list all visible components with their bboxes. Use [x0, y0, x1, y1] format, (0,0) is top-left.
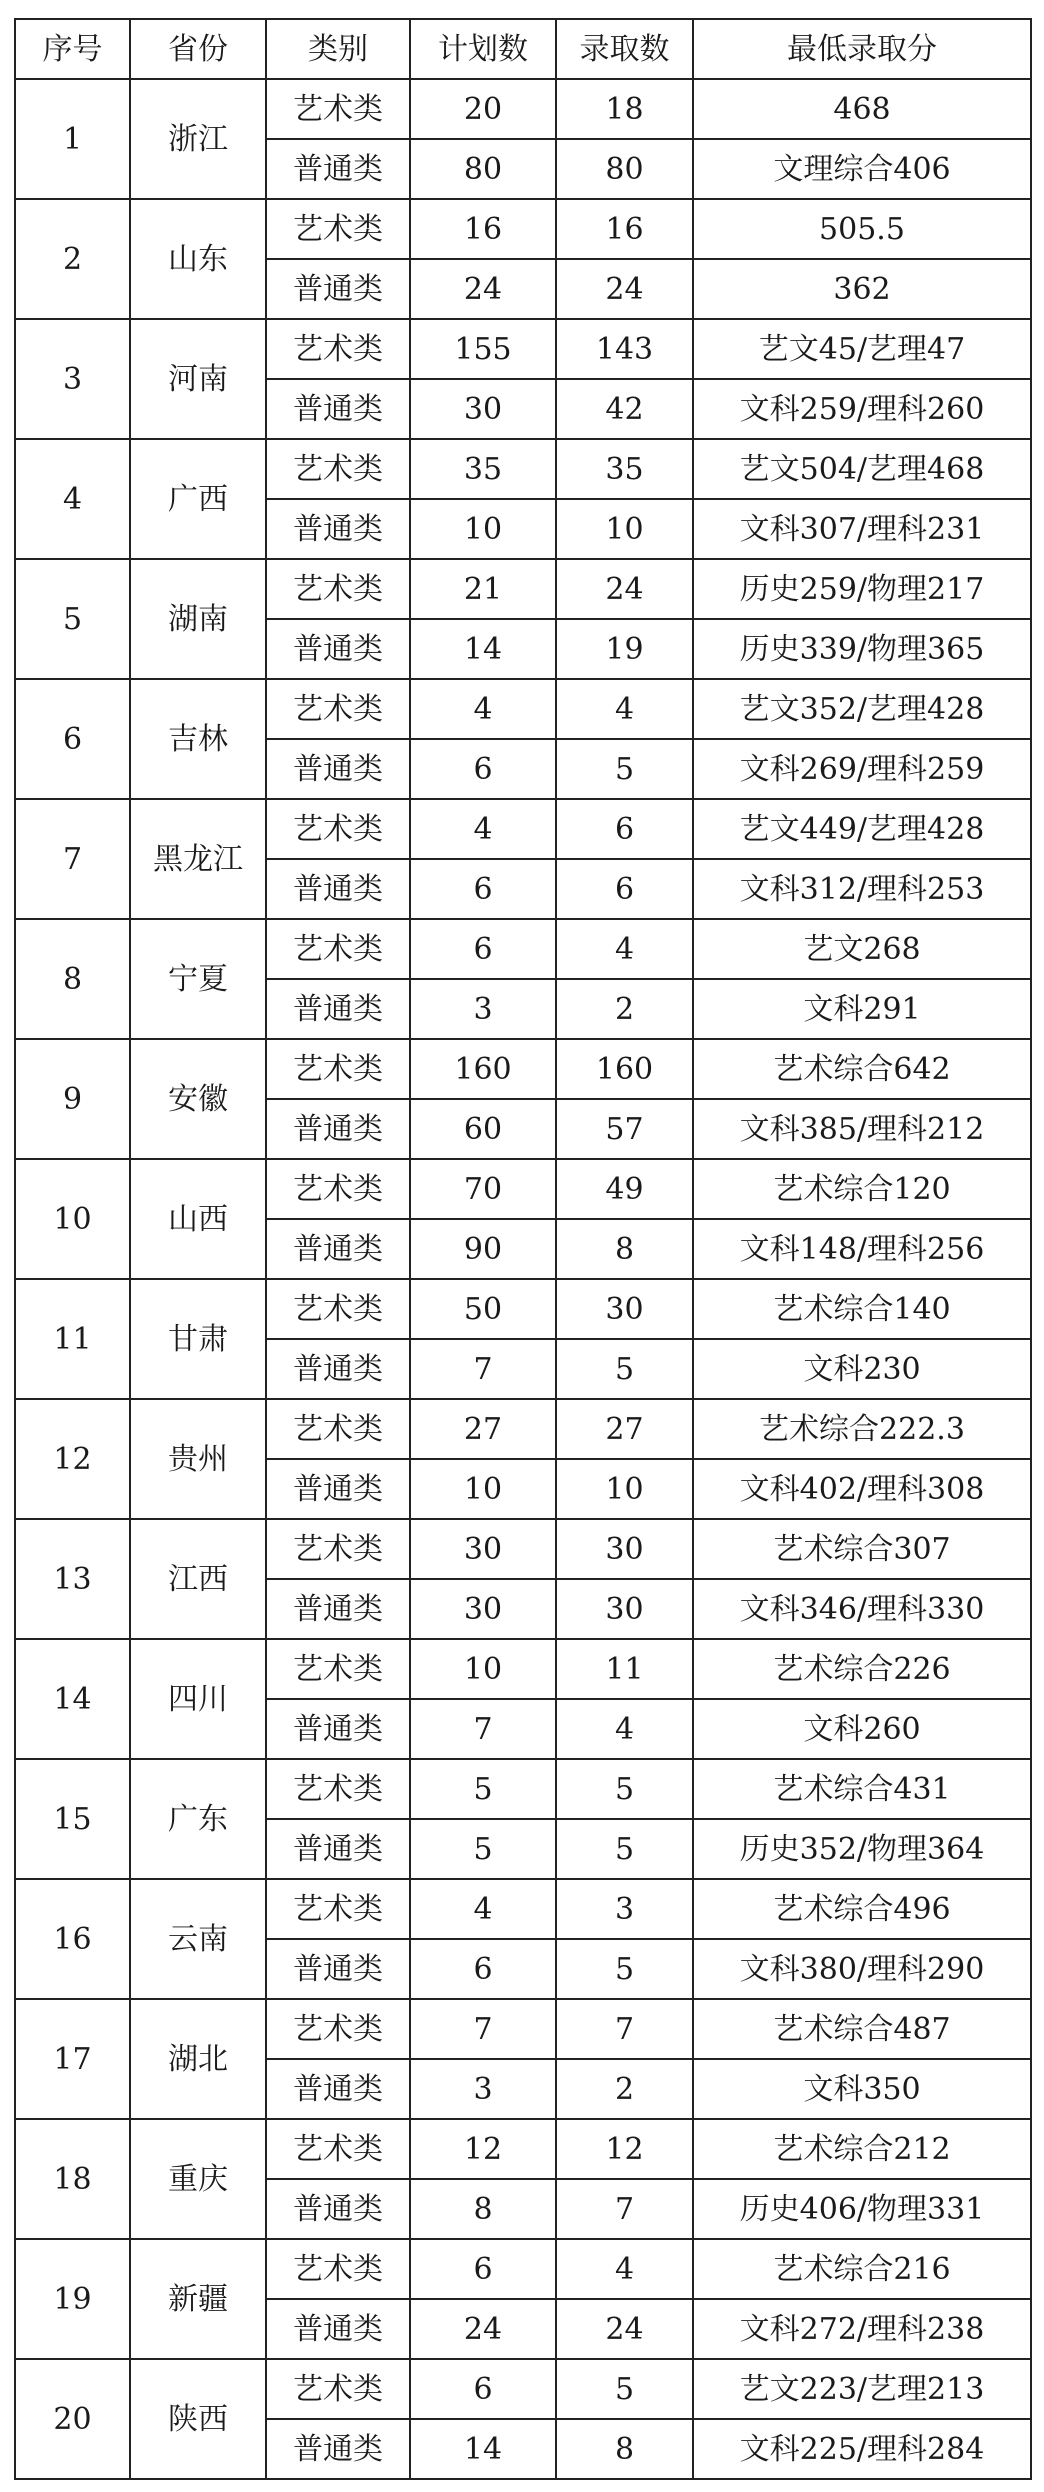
min-score-cell: 艺术综合642 — [693, 1039, 1031, 1099]
plan-count-cell: 70 — [410, 1159, 556, 1219]
province-name: 广东 — [130, 1759, 266, 1879]
category-cell: 艺术类 — [266, 439, 410, 499]
plan-count-cell: 12 — [410, 2119, 556, 2179]
admitted-count-cell: 30 — [556, 1519, 693, 1579]
category-cell: 普通类 — [266, 139, 410, 199]
plan-count-cell: 35 — [410, 439, 556, 499]
row-index: 17 — [15, 1999, 130, 2119]
row-index: 1 — [15, 79, 130, 199]
admitted-count-cell: 11 — [556, 1639, 693, 1699]
plan-count-cell: 4 — [410, 1879, 556, 1939]
province-name: 贵州 — [130, 1399, 266, 1519]
category-cell: 普通类 — [266, 499, 410, 559]
min-score-cell: 文科269/理科259 — [693, 739, 1031, 799]
category-cell: 普通类 — [266, 2179, 410, 2239]
category-cell: 艺术类 — [266, 199, 410, 259]
row-index: 9 — [15, 1039, 130, 1159]
min-score-cell: 艺术综合120 — [693, 1159, 1031, 1219]
admitted-count-cell: 6 — [556, 799, 693, 859]
plan-count-cell: 24 — [410, 2299, 556, 2359]
min-score-cell: 文科291 — [693, 979, 1031, 1039]
min-score-cell: 艺文504/艺理468 — [693, 439, 1031, 499]
plan-count-cell: 6 — [410, 739, 556, 799]
plan-count-cell: 6 — [410, 2239, 556, 2299]
table-row — [15, 679, 1031, 739]
admission-table — [14, 18, 1032, 2480]
min-score-cell: 艺术综合307 — [693, 1519, 1031, 1579]
category-cell: 艺术类 — [266, 1399, 410, 1459]
province-name: 江西 — [130, 1519, 266, 1639]
admitted-count-cell: 57 — [556, 1099, 693, 1159]
min-score-cell: 艺术综合140 — [693, 1279, 1031, 1339]
plan-count-cell: 20 — [410, 79, 556, 139]
province-name: 黑龙江 — [130, 799, 266, 919]
header-min-score: 最低录取分 — [693, 19, 1031, 79]
plan-count-cell: 10 — [410, 1639, 556, 1699]
table-row — [15, 1519, 1031, 1579]
admitted-count-cell: 5 — [556, 2359, 693, 2419]
min-score-cell: 文科260 — [693, 1699, 1031, 1759]
min-score-cell: 362 — [693, 259, 1031, 319]
table-row — [15, 559, 1031, 619]
row-index: 2 — [15, 199, 130, 319]
plan-count-cell: 21 — [410, 559, 556, 619]
header-admitted-count: 录取数 — [556, 19, 693, 79]
admitted-count-cell: 80 — [556, 139, 693, 199]
province-name: 新疆 — [130, 2239, 266, 2359]
province-name: 陕西 — [130, 2359, 266, 2479]
category-cell: 艺术类 — [266, 2239, 410, 2299]
category-cell: 普通类 — [266, 1339, 410, 1399]
row-index: 5 — [15, 559, 130, 679]
min-score-cell: 文科385/理科212 — [693, 1099, 1031, 1159]
min-score-cell: 艺文45/艺理47 — [693, 319, 1031, 379]
row-index: 11 — [15, 1279, 130, 1399]
admitted-count-cell: 2 — [556, 979, 693, 1039]
min-score-cell: 艺文268 — [693, 919, 1031, 979]
table-row — [15, 1759, 1031, 1819]
admitted-count-cell: 10 — [556, 499, 693, 559]
plan-count-cell: 14 — [410, 619, 556, 679]
category-cell: 艺术类 — [266, 2359, 410, 2419]
plan-count-cell: 6 — [410, 1939, 556, 1999]
plan-count-cell: 4 — [410, 679, 556, 739]
category-cell: 艺术类 — [266, 319, 410, 379]
category-cell: 普通类 — [266, 1819, 410, 1879]
admitted-count-cell: 6 — [556, 859, 693, 919]
plan-count-cell: 90 — [410, 1219, 556, 1279]
plan-count-cell: 14 — [410, 2419, 556, 2479]
province-name: 吉林 — [130, 679, 266, 799]
admitted-count-cell: 8 — [556, 2419, 693, 2479]
province-name: 浙江 — [130, 79, 266, 199]
province-name: 山西 — [130, 1159, 266, 1279]
min-score-cell: 文科259/理科260 — [693, 379, 1031, 439]
category-cell: 艺术类 — [266, 1159, 410, 1219]
admitted-count-cell: 19 — [556, 619, 693, 679]
row-index: 18 — [15, 2119, 130, 2239]
plan-count-cell: 10 — [410, 1459, 556, 1519]
category-cell: 普通类 — [266, 619, 410, 679]
min-score-cell: 历史406/物理331 — [693, 2179, 1031, 2239]
table-row — [15, 439, 1031, 499]
min-score-cell: 艺术综合431 — [693, 1759, 1031, 1819]
plan-count-cell: 6 — [410, 859, 556, 919]
plan-count-cell: 160 — [410, 1039, 556, 1099]
min-score-cell: 文科148/理科256 — [693, 1219, 1031, 1279]
category-cell: 普通类 — [266, 2059, 410, 2119]
table-row — [15, 919, 1031, 979]
admitted-count-cell: 18 — [556, 79, 693, 139]
row-index: 8 — [15, 919, 130, 1039]
category-cell: 普通类 — [266, 859, 410, 919]
admitted-count-cell: 7 — [556, 2179, 693, 2239]
plan-count-cell: 6 — [410, 2359, 556, 2419]
admitted-count-cell: 35 — [556, 439, 693, 499]
province-name: 四川 — [130, 1639, 266, 1759]
admitted-count-cell: 30 — [556, 1279, 693, 1339]
min-score-cell: 文科402/理科308 — [693, 1459, 1031, 1519]
admission-table-container — [14, 18, 1030, 2480]
min-score-cell: 468 — [693, 79, 1031, 139]
row-index: 19 — [15, 2239, 130, 2359]
category-cell: 普通类 — [266, 259, 410, 319]
plan-count-cell: 30 — [410, 1579, 556, 1639]
province-name: 安徽 — [130, 1039, 266, 1159]
plan-count-cell: 7 — [410, 1339, 556, 1399]
min-score-cell: 艺术综合487 — [693, 1999, 1031, 2059]
admitted-count-cell: 3 — [556, 1879, 693, 1939]
plan-count-cell: 24 — [410, 259, 556, 319]
admitted-count-cell: 5 — [556, 1939, 693, 1999]
category-cell: 艺术类 — [266, 2119, 410, 2179]
category-cell: 艺术类 — [266, 1279, 410, 1339]
plan-count-cell: 3 — [410, 979, 556, 1039]
min-score-cell: 历史339/物理365 — [693, 619, 1031, 679]
table-row — [15, 1999, 1031, 2059]
category-cell: 艺术类 — [266, 1879, 410, 1939]
plan-count-cell: 16 — [410, 199, 556, 259]
admitted-count-cell: 42 — [556, 379, 693, 439]
plan-count-cell: 7 — [410, 1999, 556, 2059]
row-index: 16 — [15, 1879, 130, 1999]
province-name: 湖南 — [130, 559, 266, 679]
min-score-cell: 艺文223/艺理213 — [693, 2359, 1031, 2419]
table-row — [15, 319, 1031, 379]
plan-count-cell: 10 — [410, 499, 556, 559]
header-plan-count: 计划数 — [410, 19, 556, 79]
min-score-cell: 艺术综合216 — [693, 2239, 1031, 2299]
table-row — [15, 79, 1031, 139]
table-row — [15, 1279, 1031, 1339]
plan-count-cell: 27 — [410, 1399, 556, 1459]
plan-count-cell: 6 — [410, 919, 556, 979]
category-cell: 艺术类 — [266, 799, 410, 859]
plan-count-cell: 155 — [410, 319, 556, 379]
plan-count-cell: 3 — [410, 2059, 556, 2119]
admitted-count-cell: 16 — [556, 199, 693, 259]
table-row — [15, 2239, 1031, 2299]
min-score-cell: 文科350 — [693, 2059, 1031, 2119]
category-cell: 普通类 — [266, 2419, 410, 2479]
admitted-count-cell: 30 — [556, 1579, 693, 1639]
admitted-count-cell: 7 — [556, 1999, 693, 2059]
plan-count-cell: 60 — [410, 1099, 556, 1159]
row-index: 20 — [15, 2359, 130, 2479]
category-cell: 艺术类 — [266, 559, 410, 619]
table-header-row — [15, 19, 1031, 79]
category-cell: 艺术类 — [266, 1999, 410, 2059]
table-row — [15, 1159, 1031, 1219]
plan-count-cell: 7 — [410, 1699, 556, 1759]
table-row — [15, 1399, 1031, 1459]
plan-count-cell: 4 — [410, 799, 556, 859]
table-row — [15, 199, 1031, 259]
admitted-count-cell: 24 — [556, 559, 693, 619]
admitted-count-cell: 4 — [556, 679, 693, 739]
admitted-count-cell: 27 — [556, 1399, 693, 1459]
category-cell: 普通类 — [266, 1459, 410, 1519]
table-row — [15, 1879, 1031, 1939]
min-score-cell: 历史259/物理217 — [693, 559, 1031, 619]
plan-count-cell: 30 — [410, 379, 556, 439]
province-name: 宁夏 — [130, 919, 266, 1039]
admitted-count-cell: 5 — [556, 1819, 693, 1879]
row-index: 6 — [15, 679, 130, 799]
admitted-count-cell: 4 — [556, 2239, 693, 2299]
plan-count-cell: 80 — [410, 139, 556, 199]
category-cell: 艺术类 — [266, 679, 410, 739]
category-cell: 普通类 — [266, 1939, 410, 1999]
province-name: 河南 — [130, 319, 266, 439]
min-score-cell: 文科225/理科284 — [693, 2419, 1031, 2479]
plan-count-cell: 5 — [410, 1819, 556, 1879]
admitted-count-cell: 143 — [556, 319, 693, 379]
province-name: 湖北 — [130, 1999, 266, 2119]
category-cell: 普通类 — [266, 739, 410, 799]
category-cell: 艺术类 — [266, 1759, 410, 1819]
header-province: 省份 — [130, 19, 266, 79]
min-score-cell: 文科312/理科253 — [693, 859, 1031, 919]
min-score-cell: 艺术综合226 — [693, 1639, 1031, 1699]
admitted-count-cell: 49 — [556, 1159, 693, 1219]
min-score-cell: 文理综合406 — [693, 139, 1031, 199]
row-index: 4 — [15, 439, 130, 559]
province-name: 甘肃 — [130, 1279, 266, 1399]
admitted-count-cell: 5 — [556, 1339, 693, 1399]
min-score-cell: 历史352/物理364 — [693, 1819, 1031, 1879]
admitted-count-cell: 10 — [556, 1459, 693, 1519]
admitted-count-cell: 24 — [556, 2299, 693, 2359]
category-cell: 艺术类 — [266, 1039, 410, 1099]
min-score-cell: 505.5 — [693, 199, 1031, 259]
category-cell: 普通类 — [266, 2299, 410, 2359]
category-cell: 普通类 — [266, 1579, 410, 1639]
plan-count-cell: 8 — [410, 2179, 556, 2239]
admitted-count-cell: 2 — [556, 2059, 693, 2119]
category-cell: 普通类 — [266, 379, 410, 439]
admitted-count-cell: 5 — [556, 1759, 693, 1819]
row-index: 7 — [15, 799, 130, 919]
min-score-cell: 文科346/理科330 — [693, 1579, 1031, 1639]
header-index: 序号 — [15, 19, 130, 79]
min-score-cell: 艺文449/艺理428 — [693, 799, 1031, 859]
plan-count-cell: 50 — [410, 1279, 556, 1339]
plan-count-cell: 30 — [410, 1519, 556, 1579]
row-index: 12 — [15, 1399, 130, 1519]
row-index: 10 — [15, 1159, 130, 1279]
category-cell: 普通类 — [266, 1219, 410, 1279]
province-name: 山东 — [130, 199, 266, 319]
category-cell: 普通类 — [266, 979, 410, 1039]
category-cell: 艺术类 — [266, 79, 410, 139]
min-score-cell: 艺术综合496 — [693, 1879, 1031, 1939]
category-cell: 艺术类 — [266, 1519, 410, 1579]
min-score-cell: 文科230 — [693, 1339, 1031, 1399]
min-score-cell: 文科272/理科238 — [693, 2299, 1031, 2359]
table-row — [15, 2359, 1031, 2419]
admitted-count-cell: 5 — [556, 739, 693, 799]
province-name: 重庆 — [130, 2119, 266, 2239]
admitted-count-cell: 12 — [556, 2119, 693, 2179]
province-name: 云南 — [130, 1879, 266, 1999]
province-name: 广西 — [130, 439, 266, 559]
admitted-count-cell: 8 — [556, 1219, 693, 1279]
admitted-count-cell: 160 — [556, 1039, 693, 1099]
row-index: 15 — [15, 1759, 130, 1879]
admitted-count-cell: 24 — [556, 259, 693, 319]
min-score-cell: 文科307/理科231 — [693, 499, 1031, 559]
table-body — [15, 79, 1031, 2479]
header-category: 类别 — [266, 19, 410, 79]
category-cell: 艺术类 — [266, 1639, 410, 1699]
min-score-cell: 艺文352/艺理428 — [693, 679, 1031, 739]
category-cell: 普通类 — [266, 1699, 410, 1759]
row-index: 3 — [15, 319, 130, 439]
table-row — [15, 2119, 1031, 2179]
category-cell: 普通类 — [266, 1099, 410, 1159]
category-cell: 艺术类 — [266, 919, 410, 979]
table-row — [15, 1039, 1031, 1099]
table-row — [15, 1639, 1031, 1699]
table-row — [15, 799, 1031, 859]
row-index: 13 — [15, 1519, 130, 1639]
plan-count-cell: 5 — [410, 1759, 556, 1819]
min-score-cell: 艺术综合222.3 — [693, 1399, 1031, 1459]
min-score-cell: 艺术综合212 — [693, 2119, 1031, 2179]
min-score-cell: 文科380/理科290 — [693, 1939, 1031, 1999]
admitted-count-cell: 4 — [556, 919, 693, 979]
admitted-count-cell: 4 — [556, 1699, 693, 1759]
row-index: 14 — [15, 1639, 130, 1759]
